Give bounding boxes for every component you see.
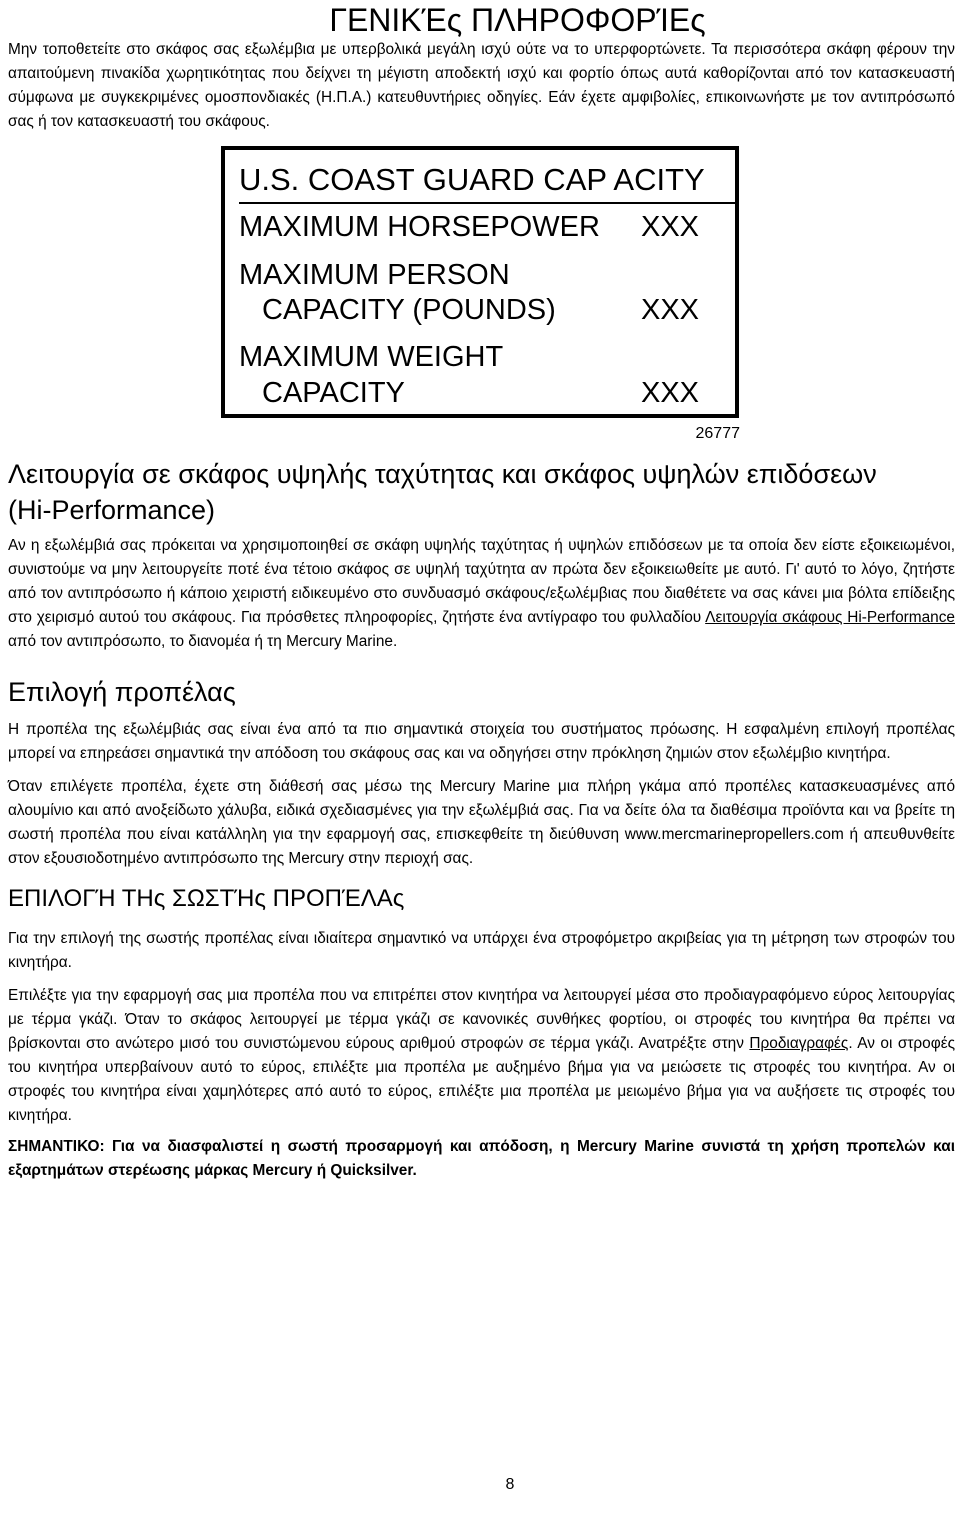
hi-performance-booklet-link[interactable]: Λειτουργία σκάφους Hi‑Performance bbox=[705, 609, 955, 626]
hi-performance-text-1: Αν η εξωλέμβιά σας πρόκειται να χρησιμοποιηθεί σε σκάφη υψηλής ταχύτητας ή υψηλών επιδόσεων με τα οποία δεν είστε εξοικειωμένοι, συνιστούμε να μην λειτουργείτε ποτέ ένα τέτοιο σκάφος σε υψηλή ταχύτητα αν πρώτα δεν εξοικειωθείτε με αυτό. Γι' αυτό το λόγο, ζητήστε από τον αντιπρόσωπο ή κάποιο χειριστή ειδικευμένο στο συνδυασμό σκάφους/εξωλέμβιας που διαθέτετε να σας κάνει μια βόλτα επίδειξης στο χειρισμό αυτού του σκάφους. Για πρόσθετες πληροφορίες, ζητήστε ένα αντίγραφο του φυλλαδίου bbox=[8, 537, 955, 626]
max-horsepower-value: XXX bbox=[641, 211, 700, 243]
specifications-link[interactable]: Προδιαγραφές bbox=[749, 1035, 849, 1052]
figure-number: 26777 bbox=[695, 425, 740, 442]
intro-paragraph: Μην τοποθετείτε στο σκάφος σας εξωλέμβια με υπερβολικά μεγάλη ισχύ ούτε να το υπερφορτώνετε. Τα περισσότερα σκάφη φέρουν την απαιτούμενη πινακίδα χωρητικότητας που δείχνει τη μέγιστη αποδεκτή ισχύ και φορτίο όπως αυτά καθορίζονται από τον κατασκευαστή σύμφωνα με συγκεκριμένες ομοσπονδιακές (Η.Π.Α.) κατευθυντήριες οδηγίες. Εάν έχετε αμφιβολίες, επικοινωνήστε με τον αντιπρόσωπό σας ή τον κατασκευαστή του σκάφους. bbox=[8, 41, 955, 130]
capacity-plate bbox=[221, 146, 739, 418]
section-heading-hi-performance: Λειτουργία σε σκάφος υψηλής ταχύτητας και σκάφος υψηλών επιδόσεων (Hi‑Performance) bbox=[8, 459, 877, 525]
max-person-label-line1: MAXIMUM PERSON bbox=[239, 259, 510, 291]
max-person-label-line2: CAPACITY (POUNDS) bbox=[262, 294, 556, 326]
correct-propeller-paragraph-2 bbox=[8, 984, 955, 1128]
correct-propeller-text-a: Επιλέξτε για την εφαρμογή σας μια προπέλα που να επιτρέπει στον κινητήρα να λειτουργεί μέσα στο προδιαγραφόμενο εύρος λειτουργίας με τέρμα γκάζι. Όταν το σκάφος λειτουργεί με τέρμα γκάζι σε κανονικές συνθήκες φορτίου, οι στροφές του κινητήρα θα πρέπει να βρίσκονται στο ανώτερο μισό του συνιστώμενου εύρους αριθμού στροφών σε τέρμα γκάζι. Ανατρέξτε στην bbox=[8, 987, 955, 1052]
max-person-value: XXX bbox=[641, 294, 700, 326]
hi-performance-text-2: από τον αντιπρόσωπο, το διανομέα ή τη Mercury Marine. bbox=[8, 633, 398, 650]
page-title: ΓΕΝΙΚΈς ΠΛΗΡΟΦΟΡΊΕς bbox=[329, 2, 706, 38]
section-heading-correct-propeller: ΕΠΙΛΟΓΉ ΤΗς ΣΩΣΤΉς ΠΡΟΠΈΛΑς bbox=[8, 885, 405, 912]
section-heading-propeller-selection: Επιλογή προπέλας bbox=[8, 677, 236, 707]
important-note: ΣΗΜΑΝΤΙΚΟ: Για να διασφαλιστεί η σωστή προσαρμογή και απόδοση, η Mercury Marine συνιστά τη χρήση προπελών και εξαρτημάτων στερέωσης μάρκας Mercury ή Quicksilver. bbox=[8, 1138, 955, 1179]
manual-page bbox=[8, 0, 955, 1183]
propeller-paragraph-2: Όταν επιλέγετε προπέλα, έχετε στη διάθεσή σας μέσω της Mercury Marine μια πλήρη γκάμα από προπέλες κατασκευασμένες από αλουμίνιο και από ανοξείδωτο χάλυβα, ειδικά σχεδιασμένες για την εξωλέμβιά σας. Για να δείτε όλα τα διαθέσιμα προϊόντα και να βρείτε τη σωστή προπέλα που είναι κατάλληλη για την εφαρμογή σας, επισκεφθείτε τη διεύθυνση www.mercmarinepropellers.com ή απευθυνθείτε στον εξουσιοδοτημένο αντιπρόσωπο της Mercury στην περιοχή σας. bbox=[8, 778, 955, 867]
max-weight-label-line1: MAXIMUM WEIGHT bbox=[239, 341, 504, 373]
page-number: 8 bbox=[505, 1476, 515, 1493]
max-horsepower-label: MAXIMUM HORSEPOWER bbox=[239, 211, 600, 243]
propeller-paragraph-1: Η προπέλα της εξωλέμβιάς σας είναι ένα από τα πιο σημαντικά στοιχεία του συστήματος πρόωσης. Η εσφαλμένη επιλογή προπέλας μπορεί να επηρεάσει σημαντικά την απόδοση του σκάφους σας και να οδηγήσει στην πρόκληση ζημιών στον εξωλέμβιο κινητήρα. bbox=[8, 721, 955, 762]
correct-propeller-text-b: . Αν οι στροφές του κινητήρα υπερβαίνουν αυτό το εύρος, επιλέξτε μια προπέλα με αυξημένο βήμα για να μειώσετε τις στροφές του κινητήρα. Αν οι στροφές του κινητήρα είναι χαμηλότερες από αυτό το εύρος, επιλέξτε μια προπέλα με μειωμένο βήμα για να αυξήσετε τις στροφές του κινητήρα. bbox=[8, 1035, 955, 1124]
max-weight-label-line2: CAPACITY bbox=[262, 377, 405, 409]
max-weight-value: XXX bbox=[641, 377, 700, 409]
capacity-plate-title: U.S. COAST GUARD CAP ACITY bbox=[239, 160, 735, 204]
hi-performance-paragraph bbox=[8, 534, 955, 654]
correct-propeller-paragraph-1: Για την επιλογή της σωστής προπέλας είναι ιδιαίτερα σημαντικό να υπάρχει ένα στροφόμετρο ακριβείας για τη μέτρηση των στροφών του κινητήρα. bbox=[8, 930, 955, 971]
